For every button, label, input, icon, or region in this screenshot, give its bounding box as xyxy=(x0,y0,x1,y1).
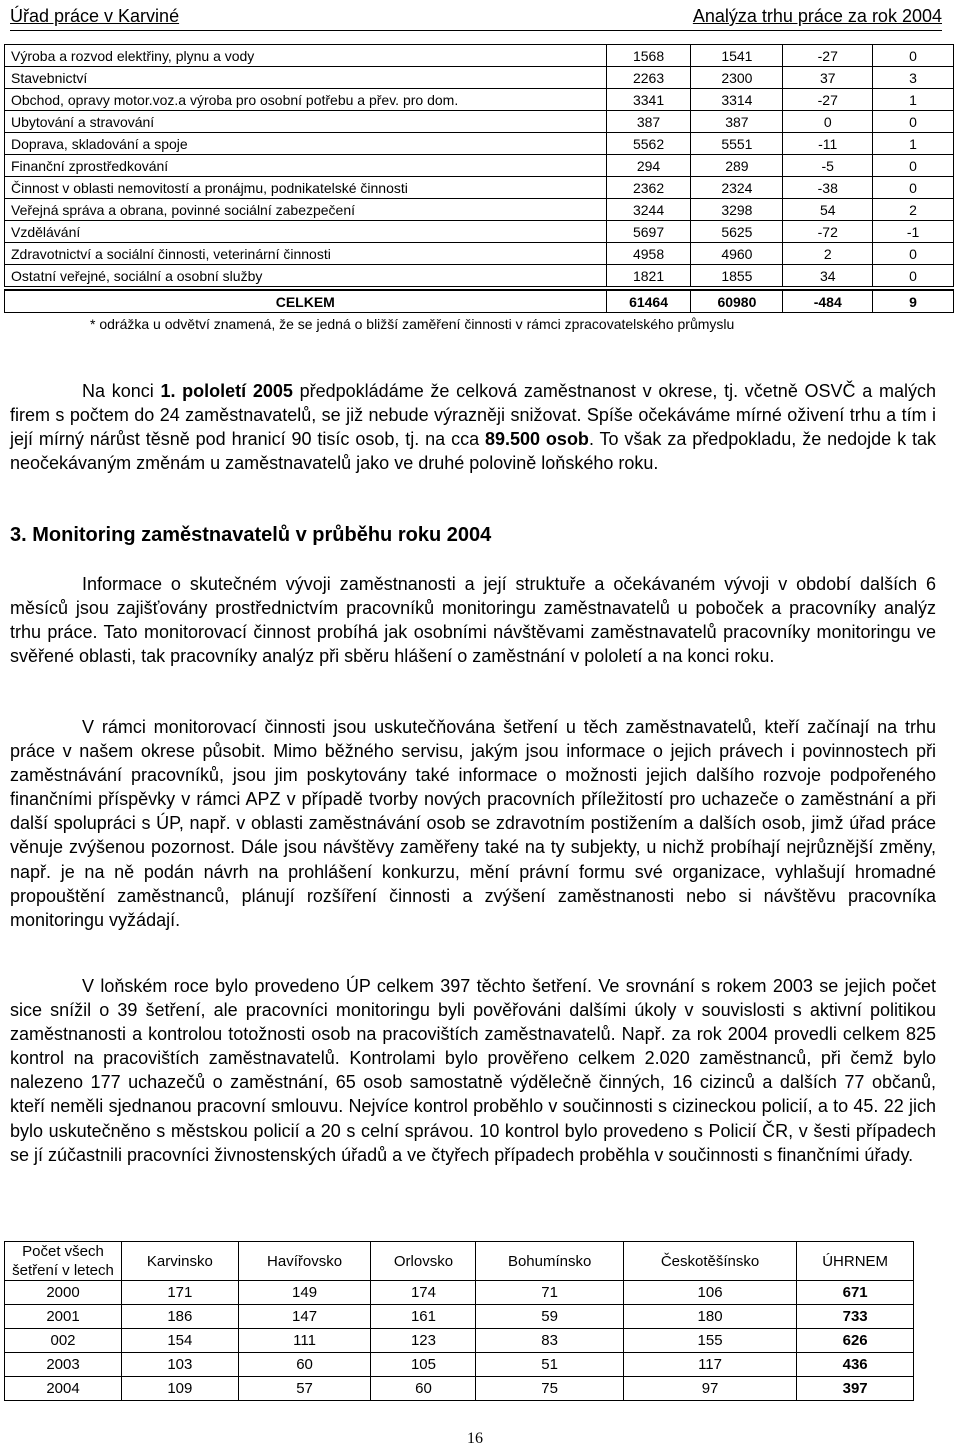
value-cell: 123 xyxy=(371,1329,476,1353)
value-cell: 0 xyxy=(873,265,954,287)
table-row xyxy=(5,133,954,155)
table-row xyxy=(5,265,954,287)
column-header: Bohumínsko xyxy=(476,1242,623,1281)
paragraph-monitoring-info: Informace o skutečném vývoji zaměstnanosti a její struktuře a očekávaném vývoji v období dalších 6 měsíců jsou zajišťovány prostřednictvím pracovníků monitoringu zaměstnavatelů u poboček a pracovníky analýz trhu práce. Tato monitorovací činnost probíhá jak osobními návštěvami zaměstnavatelů pracovníky monitoringu ve svěřené oblasti, tak pracovníky analýz při sběru hlášení o zaměstnání v pololetí a na konci roku. xyxy=(10,574,936,667)
value-cell: 1541 xyxy=(691,45,783,67)
sector-name-cell: Ubytování a stravování xyxy=(5,111,607,133)
sector-name-cell: Doprava, skladování a spoje xyxy=(5,133,607,155)
value-cell: 0 xyxy=(873,111,954,133)
column-header: Karvinsko xyxy=(122,1242,239,1281)
value-cell: 2 xyxy=(873,199,954,221)
value-cell: 1568 xyxy=(606,45,691,67)
value-cell: 147 xyxy=(238,1305,371,1329)
sector-name-cell: Obchod, opravy motor.voz.a výroba pro osobní potřebu a přev. pro dom. xyxy=(5,89,607,111)
value-cell: 5625 xyxy=(691,221,783,243)
total-label-cell: CELKEM xyxy=(5,290,607,313)
column-header: Orlovsko xyxy=(371,1242,476,1281)
sector-name-cell: Finanční zprostředkování xyxy=(5,155,607,177)
value-cell: 4958 xyxy=(606,243,691,265)
year-cell: 2003 xyxy=(5,1353,122,1377)
total-cell: 671 xyxy=(797,1281,914,1305)
total-value-cell: 9 xyxy=(873,290,954,313)
value-cell: 149 xyxy=(238,1281,371,1305)
value-cell: 59 xyxy=(476,1305,623,1329)
value-cell: 1855 xyxy=(691,265,783,287)
paragraph-inspections: V loňském roce bylo provedeno ÚP celkem 397 těchto šetření. Ve srovnání s rokem 2003 se jejich počet sice snížil o 39 šetření, ale pracovníci monitoringu byli pověřováni dalšími úkoly v souvislosti s aktivní politikou zaměstnanosti a kontrolou totožnosti osob na pracovištích zaměstnavatelů. Např. za rok 2004 provedli celkem 825 kontrol na pracovištích zaměstnavatelů. Kontrolami bylo prověřeno celkem 2.020 zaměstnanců, při čemž bylo nalezeno 177 uchazečů o zaměstnání, 65 osob samostatně výdělečně činných, 16 cizinců a dalších 77 občanů, kteří neměli sjednanou pracovní smlouvu. Nejvíce kontrol proběhlo v součinnosti s cizineckou policií, a to 45. 22 jich bylo uskutečněno s městskou policií a 20 s celní správou. 10 kontrol bylo provedeno s Policií ČR, v šesti případech se jí zúčastnili pracovníci živnostenských úřadů a ve čtyřech případech proběhla v součinnosti s finančními úřady. xyxy=(10,976,936,1165)
total-value-cell: -484 xyxy=(783,290,873,313)
total-value-cell: 60980 xyxy=(691,290,783,313)
table-row xyxy=(5,177,954,199)
value-cell: 83 xyxy=(476,1329,623,1353)
value-cell: 0 xyxy=(873,155,954,177)
value-cell: 3 xyxy=(873,67,954,89)
inspections-by-district-table xyxy=(4,1241,914,1401)
value-cell: -72 xyxy=(783,221,873,243)
page-number: 16 xyxy=(467,1430,483,1447)
value-cell: 103 xyxy=(122,1353,239,1377)
header-row xyxy=(5,1242,914,1281)
value-cell: 3314 xyxy=(691,89,783,111)
table-row xyxy=(5,1353,914,1377)
sector-name-cell: Činnost v oblasti nemovitostí a pronájmu, podnikatelské činnosti xyxy=(5,177,607,199)
value-cell: 75 xyxy=(476,1377,623,1401)
value-cell: 3244 xyxy=(606,199,691,221)
table-row xyxy=(5,199,954,221)
value-cell: 34 xyxy=(783,265,873,287)
total-cell: 733 xyxy=(797,1305,914,1329)
value-cell: 294 xyxy=(606,155,691,177)
sector-name-cell: Vzdělávání xyxy=(5,221,607,243)
value-cell: 3298 xyxy=(691,199,783,221)
value-cell: -11 xyxy=(783,133,873,155)
table-row xyxy=(5,221,954,243)
column-header: ÚHRNEM xyxy=(797,1242,914,1281)
value-cell: -27 xyxy=(783,89,873,111)
value-cell: 186 xyxy=(122,1305,239,1329)
value-cell: 117 xyxy=(623,1353,796,1377)
value-cell: 0 xyxy=(873,177,954,199)
value-cell: 180 xyxy=(623,1305,796,1329)
header-office: Úřad práce v Karviné xyxy=(10,6,180,26)
column-header: Počet všech šetření v letech xyxy=(5,1242,122,1281)
paragraph-monitoring-scope: V rámci monitorovací činnosti jsou uskutečňována šetření u těch zaměstnavatelů, kteří začínají na trhu práce v našem okrese působit. Mimo běžného servisu, jakým jsou informace o jejich právech i povinnostech při zaměstnávání pracovníků, jsou jim poskytovány také informace o možnosti jejich dalšího rozvoje podpořeného finančními příspěvky v rámci APZ v případě tvorby nových pracovních příležitostí pro uchazeče o zaměstnání a při další spolupráci s ÚP, např. v oblasti zaměstnávání osob se zdravotním postižením a dalších osob, jimž úřad práce věnuje zvýšenou pozornost. Dále jsou návštěvy zaměřeny také na ty subjekty, u nichž probíhají nejrůznější změny, např. je na ně podán návrh na prohlášení konkurzu, mění právní formu své organizace, vyhlašují hromadné propouštění zaměstnanců, plánují rozšíření činnosti a zvýšení zaměstnanosti nebo si návštěvu pracovníka monitoringu vyžádají. xyxy=(10,717,936,930)
sector-name-cell: Zdravotnictví a sociální činnosti, veterinární činnosti xyxy=(5,243,607,265)
value-cell: 5551 xyxy=(691,133,783,155)
sector-name-cell: Veřejná správa a obrana, povinné sociální zabezpečení xyxy=(5,199,607,221)
total-cell: 626 xyxy=(797,1329,914,1353)
value-cell: 174 xyxy=(371,1281,476,1305)
value-cell: 155 xyxy=(623,1329,796,1353)
table-row xyxy=(5,1329,914,1353)
table-row xyxy=(5,67,954,89)
value-cell: 57 xyxy=(238,1377,371,1401)
year-cell: 2000 xyxy=(5,1281,122,1305)
table-row xyxy=(5,111,954,133)
header-rule xyxy=(10,30,942,31)
sector-name-cell: Výroba a rozvod elektřiny, plynu a vody xyxy=(5,45,607,67)
total-cell: 436 xyxy=(797,1353,914,1377)
value-cell: 5562 xyxy=(606,133,691,155)
value-cell: 2263 xyxy=(606,67,691,89)
value-cell: 2 xyxy=(783,243,873,265)
table-row xyxy=(5,1377,914,1401)
column-header: Havířovsko xyxy=(238,1242,371,1281)
value-cell: 37 xyxy=(783,67,873,89)
value-cell: 54 xyxy=(783,199,873,221)
value-cell: 0 xyxy=(873,45,954,67)
value-cell: 60 xyxy=(371,1377,476,1401)
sector-name-cell: Ostatní veřejné, sociální a osobní služby xyxy=(5,265,607,287)
table-row xyxy=(5,1281,914,1305)
value-cell: 5697 xyxy=(606,221,691,243)
table-row xyxy=(5,155,954,177)
value-cell: -5 xyxy=(783,155,873,177)
value-cell: 171 xyxy=(122,1281,239,1305)
value-cell: 2362 xyxy=(606,177,691,199)
value-cell: 0 xyxy=(873,243,954,265)
sector-name-cell: Stavebnictví xyxy=(5,67,607,89)
value-cell: 2324 xyxy=(691,177,783,199)
year-cell: 2004 xyxy=(5,1377,122,1401)
header-report-title: Analýza trhu práce za rok 2004 xyxy=(692,6,942,26)
value-cell: -27 xyxy=(783,45,873,67)
value-cell: 109 xyxy=(122,1377,239,1401)
value-cell: 1821 xyxy=(606,265,691,287)
value-cell: 2300 xyxy=(691,67,783,89)
value-cell: 71 xyxy=(476,1281,623,1305)
table-row xyxy=(5,243,954,265)
table-row xyxy=(5,89,954,111)
value-cell: 0 xyxy=(783,111,873,133)
value-cell: -1 xyxy=(873,221,954,243)
value-cell: 154 xyxy=(122,1329,239,1353)
value-cell: 387 xyxy=(606,111,691,133)
table-footnote: * odrážka u odvětví znamená, že se jedná o bližší zaměření činnosti v rámci zpracovatelského průmyslu xyxy=(90,316,735,332)
value-cell: 161 xyxy=(371,1305,476,1329)
total-cell: 397 xyxy=(797,1377,914,1401)
table-row xyxy=(5,1305,914,1329)
value-cell: 105 xyxy=(371,1353,476,1377)
value-cell: 1 xyxy=(873,133,954,155)
value-cell: 51 xyxy=(476,1353,623,1377)
value-cell: 289 xyxy=(691,155,783,177)
total-row xyxy=(5,290,954,313)
employment-by-sector-table xyxy=(4,44,954,313)
value-cell: 97 xyxy=(623,1377,796,1401)
year-cell: 2001 xyxy=(5,1305,122,1329)
value-cell: 3341 xyxy=(606,89,691,111)
table-row xyxy=(5,45,954,67)
value-cell: 387 xyxy=(691,111,783,133)
page-header xyxy=(10,4,942,34)
total-value-cell: 61464 xyxy=(606,290,691,313)
paragraph-forecast: Na konci 1. pololetí 2005 předpokládáme že celková zaměstnanost v okrese, tj. včetně OSVČ a malých firem s počtem do 24 zaměstnavatelů, se již nebude výrazněji snižovat. Spíše očekáváme mírné oživení trhu a tím i její mírný nárůst těsně pod hranicí 90 tisíc osob, tj. na cca 89.500 osob. To však za předpokladu, že nedojde k tak neočekávaným změnám u zaměstnavatelů jako ve druhé polovině loňského roku. xyxy=(10,381,936,474)
value-cell: 1 xyxy=(873,89,954,111)
column-header: Českotěšínsko xyxy=(623,1242,796,1281)
value-cell: 4960 xyxy=(691,243,783,265)
value-cell: 106 xyxy=(623,1281,796,1305)
section-title: 3. Monitoring zaměstnavatelů v průběhu roku 2004 xyxy=(10,524,492,546)
value-cell: 111 xyxy=(238,1329,371,1353)
year-cell: 002 xyxy=(5,1329,122,1353)
value-cell: -38 xyxy=(783,177,873,199)
value-cell: 60 xyxy=(238,1353,371,1377)
